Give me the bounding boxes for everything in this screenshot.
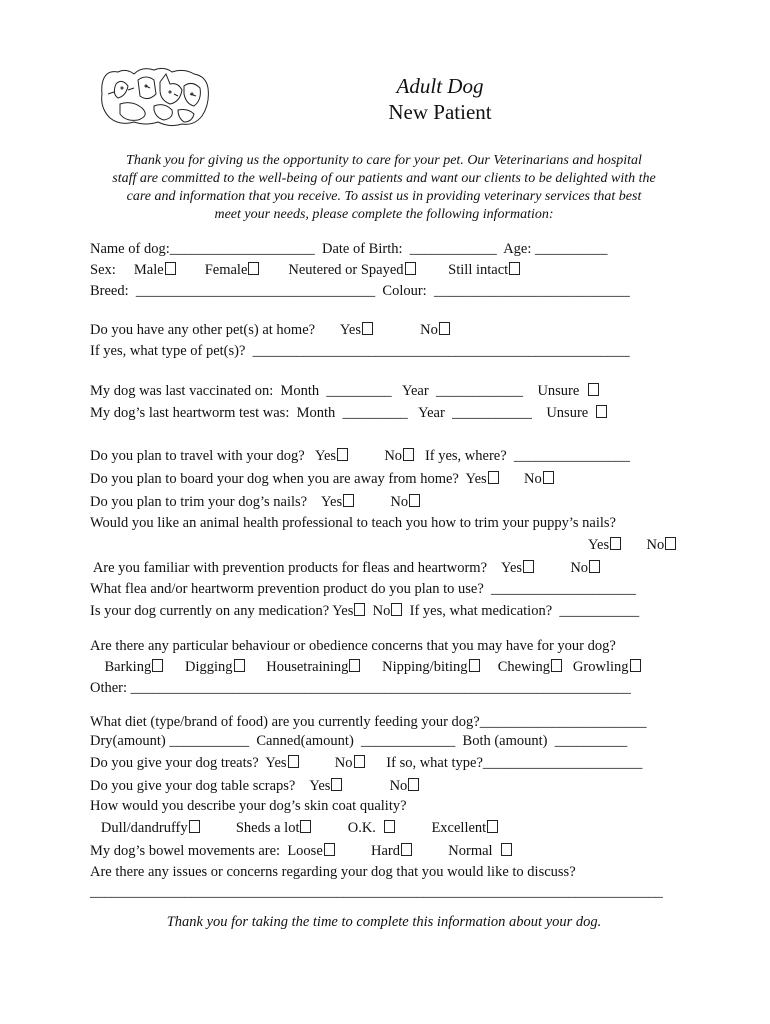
form-text: How would you describe your dog’s skin coat quality? [90, 798, 407, 814]
form-text: No [373, 322, 438, 338]
form-text: Female [175, 262, 248, 278]
form-text: Would you like an animal health professional to teach you how to trim your puppy’s nails? [90, 515, 616, 531]
form-text: My dog’s last heartworm test was: Month _________ Year ___________ Unsure [90, 405, 596, 421]
form-text: No [298, 755, 353, 771]
dogs-cats-sketch-icon [98, 64, 212, 128]
form-text: My dog’s bowel movements are: Loose [90, 843, 323, 859]
form-line [90, 342, 630, 360]
checkbox[interactable] [488, 471, 499, 484]
checkbox[interactable] [354, 755, 365, 768]
form-text: Barking [90, 659, 152, 675]
checkbox[interactable] [501, 843, 512, 856]
form-line [90, 819, 498, 837]
checkbox[interactable] [408, 778, 419, 791]
checkbox[interactable] [234, 659, 245, 672]
form-line [90, 404, 607, 422]
form-line [90, 580, 636, 598]
form-text: _______________________________________________________________________________ [90, 884, 663, 900]
form-text: No [365, 603, 391, 619]
form-text: Sex: Male [90, 262, 164, 278]
form-text: Name of dog:____________________ Date of Birth: ____________ Age: __________ [90, 241, 608, 257]
checkbox[interactable] [487, 820, 498, 833]
checkbox[interactable] [589, 560, 600, 573]
checkbox[interactable] [551, 659, 562, 672]
form-text: Do you give your dog treats? Yes [90, 755, 287, 771]
checkbox[interactable] [596, 405, 607, 418]
intro-line: staff are committed to the well-being of our patients and want our clients to be delighted with the [112, 171, 656, 186]
form-line [90, 493, 420, 511]
checkbox[interactable] [469, 659, 480, 672]
checkbox[interactable] [543, 471, 554, 484]
form-text: Growling [562, 659, 629, 675]
checkbox[interactable] [354, 603, 365, 616]
form-text: Dry(amount) ___________ Canned(amount) _____________ Both (amount) __________ [90, 733, 628, 749]
form-text: Chewing [479, 659, 551, 675]
form-text: What diet (type/brand of food) are you currently feeding your dog?_______________________ [90, 714, 647, 730]
checkbox[interactable] [509, 262, 520, 275]
form-line [90, 261, 520, 279]
checkbox[interactable] [401, 843, 412, 856]
form-text: Digging [163, 659, 233, 675]
form-line [90, 382, 599, 400]
checkbox[interactable] [288, 755, 299, 768]
checkbox[interactable] [362, 322, 373, 335]
form-text: O.K. [311, 820, 384, 836]
form-text: No [621, 537, 665, 553]
checkbox[interactable] [610, 537, 621, 550]
form-text: No [348, 448, 403, 464]
form-text: Are you familiar with prevention products for fleas and heartworm? Yes [90, 560, 523, 576]
form-text: Is your dog currently on any medication? Yes [90, 603, 354, 619]
form-text: No [498, 471, 542, 487]
checkbox[interactable] [405, 262, 416, 275]
form-text: Normal [412, 843, 500, 859]
form-text: Housetraining [244, 659, 349, 675]
form-line [90, 797, 407, 815]
form-line [90, 658, 641, 676]
checkbox[interactable] [384, 820, 395, 833]
form-text: Are there any particular behaviour or obedience concerns that you may have for your dog? [90, 638, 616, 654]
checkbox[interactable] [189, 820, 200, 833]
form-text: No [534, 560, 589, 576]
form-text: Do you plan to trim your dog’s nails? Yes [90, 494, 343, 510]
form-line [90, 637, 616, 655]
checkbox[interactable] [331, 778, 342, 791]
form-text: If yes, what type of pet(s)? ____________________________________________________ [90, 343, 630, 359]
intro-line: care and information that you receive. To assist us in providing veterinary services that best [126, 189, 642, 204]
form-text: Nipping/biting [360, 659, 468, 675]
form-line [90, 282, 630, 300]
checkbox[interactable] [409, 494, 420, 507]
checkbox[interactable] [391, 603, 402, 616]
checkbox[interactable] [403, 448, 414, 461]
form-line [90, 754, 642, 772]
checkbox[interactable] [337, 448, 348, 461]
form-text: Do you have any other pet(s) at home? Yes [90, 322, 362, 338]
checkbox[interactable] [630, 659, 641, 672]
checkbox[interactable] [665, 537, 676, 550]
checkbox[interactable] [165, 262, 176, 275]
form-line [90, 447, 630, 465]
form-text: Sheds a lot [199, 820, 300, 836]
form-text: No [354, 494, 409, 510]
checkbox[interactable] [300, 820, 311, 833]
checkbox[interactable] [343, 494, 354, 507]
form-text: If yes, where? ________________ [414, 448, 630, 464]
form-text: If yes, what medication? ___________ [402, 603, 640, 619]
form-line [90, 240, 608, 258]
form-text: Yes [588, 537, 610, 553]
form-text: What flea and/or heartworm prevention product do you plan to use? ____________________ [90, 581, 637, 597]
checkbox[interactable] [523, 560, 534, 573]
checkbox[interactable] [324, 843, 335, 856]
form-line [90, 777, 419, 795]
form-line [90, 842, 512, 860]
form-text: Breed: _________________________________ Colour: ___________________________ [90, 283, 630, 299]
checkbox[interactable] [152, 659, 163, 672]
form-title: Adult Dog [396, 74, 484, 98]
intro-line: meet your needs, please complete the following information: [214, 207, 554, 222]
form-line [588, 536, 676, 554]
form-line [90, 321, 450, 339]
form-text: Do you plan to travel with your dog? Yes [90, 448, 337, 464]
thank-you-footer: Thank you for taking the time to complete this information about your dog. [166, 914, 602, 930]
form-text: Still intact [415, 262, 509, 278]
form-text: My dog was last vaccinated on: Month _________ Year ____________ Unsure [90, 383, 587, 399]
form-text: Other: _____________________________________________________________________ [90, 680, 631, 696]
form-line [90, 883, 663, 901]
form-line [90, 863, 576, 881]
form-text: Neutered or Spayed [259, 262, 404, 278]
checkbox[interactable] [349, 659, 360, 672]
form-text: Dull/dandruffy [90, 820, 188, 836]
form-text: Do you give your dog table scraps? Yes [90, 778, 331, 794]
form-line [90, 732, 627, 750]
checkbox[interactable] [588, 383, 599, 396]
form-text: Excellent [395, 820, 487, 836]
intro-line: Thank you for giving us the opportunity to care for your pet. Our Veterinarians and hospital [126, 153, 642, 168]
form-text: No [342, 778, 408, 794]
checkbox[interactable] [248, 262, 259, 275]
form-line [90, 514, 616, 532]
form-text: Are there any issues or concerns regarding your dog that you would like to discuss? [90, 864, 576, 880]
form-line [90, 559, 600, 577]
checkbox[interactable] [439, 322, 450, 335]
intro-paragraph [88, 152, 680, 224]
form-line [90, 470, 554, 488]
form-text: If so, what type?______________________ [364, 755, 643, 771]
form-text: Hard [334, 843, 401, 859]
form-line [90, 713, 647, 731]
form-line [90, 679, 631, 697]
form-line [90, 602, 639, 620]
form-text: Do you plan to board your dog when you are away from home? Yes [90, 471, 487, 487]
form-subtitle: New Patient [388, 100, 492, 124]
